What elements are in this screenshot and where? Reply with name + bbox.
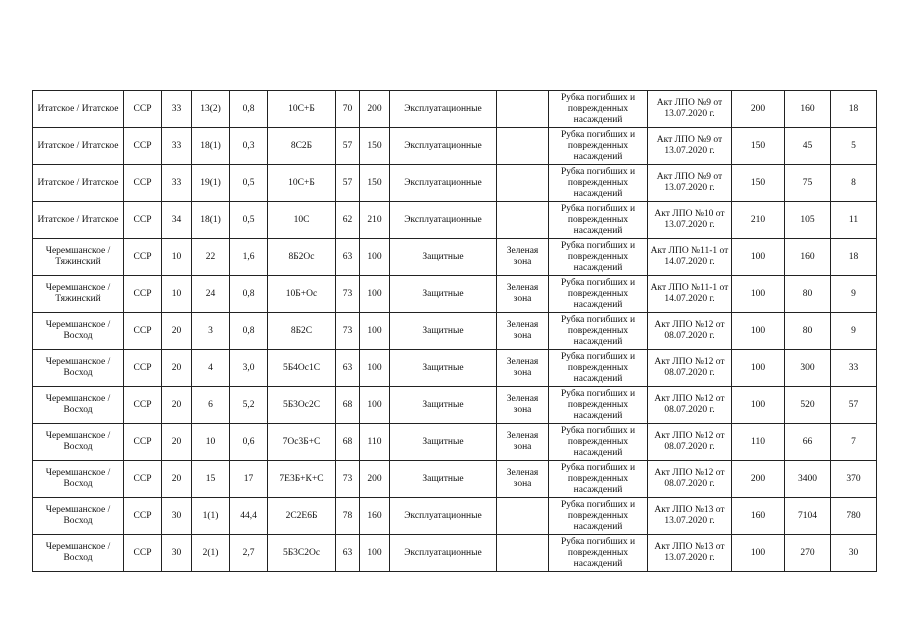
table-cell: 200 [732, 461, 785, 498]
table-cell: 30 [162, 498, 192, 535]
table-cell: 10С+Б [268, 165, 336, 202]
table-cell: Черемшанское / Восход [33, 498, 124, 535]
table-cell: 210 [360, 202, 390, 239]
table-cell: Акт ЛПО №12 от 08.07.2020 г. [648, 461, 732, 498]
table-cell: Акт ЛПО №11-1 от 14.07.2020 г. [648, 239, 732, 276]
table-cell: ССР [124, 461, 162, 498]
table-cell: Рубка погибших и поврежденных насаждений [549, 128, 648, 165]
table-cell: 1(1) [192, 498, 230, 535]
table-cell: 200 [360, 461, 390, 498]
table-cell: 100 [360, 239, 390, 276]
table-cell: Черемшанское / Восход [33, 461, 124, 498]
table-cell: Зеленая зона [497, 461, 549, 498]
table-cell: 30 [831, 535, 877, 572]
table-cell: ССР [124, 350, 162, 387]
table-cell: 33 [831, 350, 877, 387]
table-row [33, 350, 877, 387]
table-cell: Рубка погибших и поврежденных насаждений [549, 461, 648, 498]
table-cell: 8С2Б [268, 128, 336, 165]
table-cell: 80 [785, 313, 831, 350]
forest-felling-table [32, 90, 877, 572]
table-cell: Рубка погибших и поврежденных насаждений [549, 276, 648, 313]
table-cell: 4 [192, 350, 230, 387]
table-cell: Рубка погибших и поврежденных насаждений [549, 424, 648, 461]
table-cell: 370 [831, 461, 877, 498]
table-cell: Итатское / Итатское [33, 91, 124, 128]
table-cell: 15 [192, 461, 230, 498]
table-cell: Итатское / Итатское [33, 128, 124, 165]
table-cell: Эксплуатационные [390, 91, 497, 128]
table-cell: 520 [785, 387, 831, 424]
table-cell: 150 [732, 165, 785, 202]
table-cell: Рубка погибших и поврежденных насаждений [549, 350, 648, 387]
table-cell: 150 [732, 128, 785, 165]
table-cell: 780 [831, 498, 877, 535]
table-cell: Защитные [390, 350, 497, 387]
table-cell: Черемшанское / Восход [33, 350, 124, 387]
table-cell: 200 [360, 91, 390, 128]
table-cell: 5Б4Ос1С [268, 350, 336, 387]
table-cell: 30 [162, 535, 192, 572]
table-cell: 5 [831, 128, 877, 165]
table-cell: Акт ЛПО №12 от 08.07.2020 г. [648, 313, 732, 350]
table-cell: 66 [785, 424, 831, 461]
table-row [33, 313, 877, 350]
table-cell: 300 [785, 350, 831, 387]
table-cell: Акт ЛПО №12 от 08.07.2020 г. [648, 424, 732, 461]
table-cell [497, 202, 549, 239]
table-cell: Рубка погибших и поврежденных насаждений [549, 535, 648, 572]
table-row [33, 535, 877, 572]
table-cell: Рубка погибших и поврежденных насаждений [549, 313, 648, 350]
table-cell: 57 [336, 128, 360, 165]
table-cell: ССР [124, 165, 162, 202]
table-cell: Акт ЛПО №9 от 13.07.2020 г. [648, 128, 732, 165]
table-cell: Акт ЛПО №13 от 13.07.2020 г. [648, 535, 732, 572]
table-cell [497, 535, 549, 572]
table-cell: 100 [360, 350, 390, 387]
table-cell: 2С2Е6Б [268, 498, 336, 535]
table-cell: ССР [124, 424, 162, 461]
table-cell: 110 [732, 424, 785, 461]
table-cell: 8Б2С [268, 313, 336, 350]
table-cell: Рубка погибших и поврежденных насаждений [549, 91, 648, 128]
table-cell: Эксплуатационные [390, 165, 497, 202]
table-cell: Зеленая зона [497, 276, 549, 313]
table-cell: Итатское / Итатское [33, 165, 124, 202]
table-cell: 10 [162, 239, 192, 276]
table-cell: Акт ЛПО №12 от 08.07.2020 г. [648, 387, 732, 424]
table-cell: 63 [336, 239, 360, 276]
table-cell: Акт ЛПО №12 от 08.07.2020 г. [648, 350, 732, 387]
table-cell: Черемшанское / Тяжинский [33, 239, 124, 276]
table-cell: 100 [360, 387, 390, 424]
table-cell: 100 [360, 535, 390, 572]
table-cell: 0,8 [230, 313, 268, 350]
table-cell: Зеленая зона [497, 313, 549, 350]
table-cell: Черемшанское / Восход [33, 535, 124, 572]
table-cell: Защитные [390, 387, 497, 424]
table-cell: 200 [732, 91, 785, 128]
table-cell: 5Б3Ос2С [268, 387, 336, 424]
table-cell: 18(1) [192, 128, 230, 165]
table-cell: 18 [831, 91, 877, 128]
table-cell: 10С+Б [268, 91, 336, 128]
table-cell: Рубка погибших и поврежденных насаждений [549, 498, 648, 535]
table-cell: 17 [230, 461, 268, 498]
table-cell: 70 [336, 91, 360, 128]
table-cell: ССР [124, 276, 162, 313]
table-cell: Черемшанское / Тяжинский [33, 276, 124, 313]
table-cell [497, 498, 549, 535]
table-cell: 100 [732, 276, 785, 313]
table-cell: 1,6 [230, 239, 268, 276]
table-cell: 100 [732, 239, 785, 276]
table-row [33, 91, 877, 128]
table-cell: ССР [124, 313, 162, 350]
table-cell: Акт ЛПО №11-1 от 14.07.2020 г. [648, 276, 732, 313]
table-cell: Зеленая зона [497, 350, 549, 387]
table-cell: 2(1) [192, 535, 230, 572]
table-cell: 0,8 [230, 276, 268, 313]
table-cell: Эксплуатационные [390, 202, 497, 239]
table-cell: 10 [192, 424, 230, 461]
table-cell: 5,2 [230, 387, 268, 424]
table-cell: 210 [732, 202, 785, 239]
table-cell: ССР [124, 128, 162, 165]
table-cell: Защитные [390, 239, 497, 276]
table-cell: 150 [360, 128, 390, 165]
table-cell: 0,8 [230, 91, 268, 128]
table-cell: 20 [162, 387, 192, 424]
table-cell: Черемшанское / Восход [33, 387, 124, 424]
table-cell: 7104 [785, 498, 831, 535]
table-cell: 100 [732, 313, 785, 350]
table-cell: 0,5 [230, 202, 268, 239]
table-cell: 33 [162, 91, 192, 128]
table-cell: 62 [336, 202, 360, 239]
table-cell: Рубка погибших и поврежденных насаждений [549, 202, 648, 239]
table-cell: 44,4 [230, 498, 268, 535]
table-cell: 3 [192, 313, 230, 350]
table-cell: 160 [360, 498, 390, 535]
table-row [33, 202, 877, 239]
table-cell: 7Е3Б+К+С [268, 461, 336, 498]
table-cell: 0,3 [230, 128, 268, 165]
table-cell: Защитные [390, 461, 497, 498]
table-cell [497, 128, 549, 165]
table-cell: 33 [162, 128, 192, 165]
table-cell: 33 [162, 165, 192, 202]
table-cell: 105 [785, 202, 831, 239]
table-row [33, 387, 877, 424]
table-cell: 78 [336, 498, 360, 535]
table-cell: Рубка погибших и поврежденных насаждений [549, 165, 648, 202]
table-cell: 8 [831, 165, 877, 202]
table-cell: Черемшанское / Восход [33, 313, 124, 350]
table-row [33, 424, 877, 461]
table-cell: Акт ЛПО №10 от 13.07.2020 г. [648, 202, 732, 239]
table-cell: 19(1) [192, 165, 230, 202]
table-cell: 150 [360, 165, 390, 202]
table-cell: Защитные [390, 313, 497, 350]
table-cell: 10С [268, 202, 336, 239]
table-cell: Зеленая зона [497, 387, 549, 424]
table-cell: 2,7 [230, 535, 268, 572]
table-row [33, 461, 877, 498]
table-cell: 20 [162, 461, 192, 498]
table-cell: 3,0 [230, 350, 268, 387]
table-cell: Эксплуатационные [390, 128, 497, 165]
table-cell: 100 [732, 387, 785, 424]
table-cell: Рубка погибших и поврежденных насаждений [549, 387, 648, 424]
table-cell: 75 [785, 165, 831, 202]
table-cell: 80 [785, 276, 831, 313]
table-cell: 18(1) [192, 202, 230, 239]
table-cell: ССР [124, 498, 162, 535]
table-cell: Эксплуатационные [390, 535, 497, 572]
table-cell: Эксплуатационные [390, 498, 497, 535]
table-cell: 160 [785, 239, 831, 276]
table-cell: 11 [831, 202, 877, 239]
table-cell: 0,5 [230, 165, 268, 202]
table-row [33, 498, 877, 535]
table-row [33, 165, 877, 202]
table-cell: Зеленая зона [497, 239, 549, 276]
table-cell: 100 [360, 313, 390, 350]
table-cell: Акт ЛПО №9 от 13.07.2020 г. [648, 91, 732, 128]
table-cell: Защитные [390, 424, 497, 461]
table-cell: 5Б3С2Ос [268, 535, 336, 572]
table-cell: 20 [162, 313, 192, 350]
table-cell: 34 [162, 202, 192, 239]
table-cell: 100 [732, 350, 785, 387]
table-cell: 63 [336, 350, 360, 387]
table-row [33, 239, 877, 276]
table-cell: 10Б+Ос [268, 276, 336, 313]
table-cell: 24 [192, 276, 230, 313]
table-cell: 7Ос3Б+С [268, 424, 336, 461]
table-cell: 9 [831, 313, 877, 350]
table-cell: ССР [124, 91, 162, 128]
table-cell: 100 [360, 276, 390, 313]
table-cell: Акт ЛПО №13 от 13.07.2020 г. [648, 498, 732, 535]
table-cell: 20 [162, 424, 192, 461]
table-cell: 57 [336, 165, 360, 202]
table-cell: ССР [124, 239, 162, 276]
table-cell: Акт ЛПО №9 от 13.07.2020 г. [648, 165, 732, 202]
table-cell: Рубка погибших и поврежденных насаждений [549, 239, 648, 276]
table-cell: 68 [336, 387, 360, 424]
table-cell: 6 [192, 387, 230, 424]
table-cell: 63 [336, 535, 360, 572]
table-cell: 68 [336, 424, 360, 461]
table-cell [497, 165, 549, 202]
table-cell: 45 [785, 128, 831, 165]
table-row [33, 128, 877, 165]
table-cell: 100 [732, 535, 785, 572]
table-cell: 13(2) [192, 91, 230, 128]
table-cell: 10 [162, 276, 192, 313]
table-cell: Итатское / Итатское [33, 202, 124, 239]
table-cell: Зеленая зона [497, 424, 549, 461]
table-row [33, 276, 877, 313]
table-cell: ССР [124, 202, 162, 239]
table-cell: 8Б2Ос [268, 239, 336, 276]
table-cell: 73 [336, 461, 360, 498]
table-cell: 57 [831, 387, 877, 424]
table-cell: 7 [831, 424, 877, 461]
table-cell: 110 [360, 424, 390, 461]
table-cell: 20 [162, 350, 192, 387]
table-body [33, 91, 877, 572]
table-cell: 73 [336, 313, 360, 350]
table-cell: 0,6 [230, 424, 268, 461]
table-cell: Черемшанское / Восход [33, 424, 124, 461]
table-cell: 9 [831, 276, 877, 313]
table-cell: 270 [785, 535, 831, 572]
table-cell: 3400 [785, 461, 831, 498]
table-cell: 73 [336, 276, 360, 313]
table-cell: 22 [192, 239, 230, 276]
table-cell: 160 [785, 91, 831, 128]
table-cell: 160 [732, 498, 785, 535]
table-cell [497, 91, 549, 128]
table-cell: ССР [124, 387, 162, 424]
table-cell: 18 [831, 239, 877, 276]
table-cell: ССР [124, 535, 162, 572]
table-cell: Защитные [390, 276, 497, 313]
